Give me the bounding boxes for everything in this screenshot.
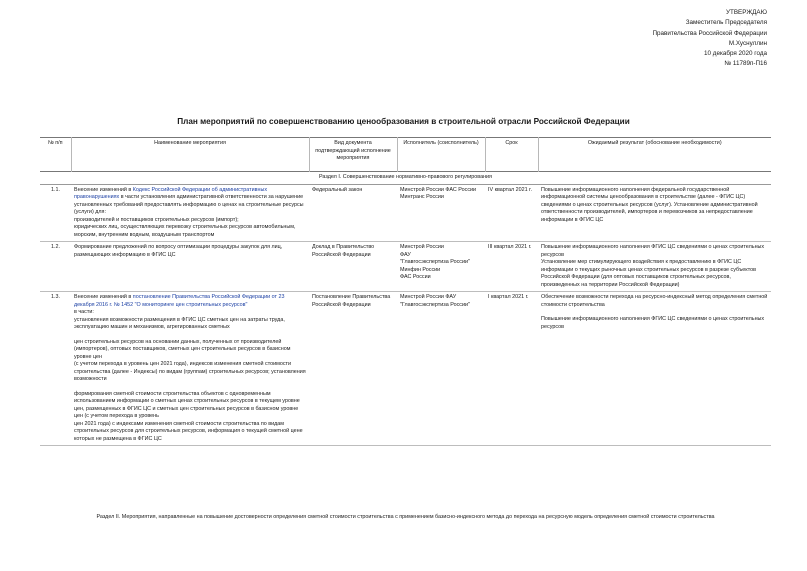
header-result: Ожидаемый результат (обоснование необходимости) [587,140,722,146]
header-num: № п/п [40,138,71,172]
result-text: Повышение информационного наполнения ФГИС ЦС сведениями о ценах строительных ресурсов [541,244,765,258]
resolution-link[interactable]: постановление Правительства Российской Федерации от 23 декабря 2016 г. № 1452 "О мониторинге цен строительных ресурсов" [74,294,285,308]
result-text: Обеспечение возможности перехода на ресурсно-индексный метод определения сметной стоимости строительства [541,294,768,308]
activity-text: установления возможности размещения в ФГИС ЦС сметных цен на затраты труда, эксплуатацию машин и механизмов, агрегированных сметных [74,316,285,330]
row-executor: Минстрой России ФАУ "Главгосэкспертиза России" [397,292,485,446]
row-num: 1.1. [40,184,71,242]
header-executor: Исполнитель (соисполнитель) [397,138,485,172]
row-result: Повышение информационного наполнения федеральной государственной информационной системы ценообразования в строительстве (далее - ФГИС ЦС) сведениями о ценах строительных ресурсов (услуг). Установление административной ответственности производителей, импортеров и перевозчиков за непредоставление информации в ФГИС ЦС [538,184,771,242]
approver-position: Заместитель Председателя [685,19,767,27]
table-row [40,242,771,292]
activity-text: производителей и поставщиков строительных ресурсов (импорт); [74,216,239,223]
executor-line: Минфин России [400,266,441,273]
law-link[interactable]: Кодекс Российской Федерации об административных правонарушениях [74,186,268,200]
row-result [538,242,771,292]
table-header-row [40,138,771,172]
section-row [40,172,771,185]
row-num: 1.2. [40,242,71,292]
row-result [538,292,771,446]
result-text: Установление мер стимулирующего воздействия к предоставлению в ФГИС ЦС информации о текущих рыночных ценах строительных ресурсов в разрезе субъектов Российской Федерации (для оптовых поставщиков строительных ресурсов, произведенных на территории Российской Федерации) [541,259,756,288]
section-2-title: Раздел II. Мероприятия, направленные на повышение достоверности определения сметной стоимости строительства с применением базисно-индексного метода до перехода на ресурсную модель определения сметной стоимости строительства [96,514,715,520]
approval-heading: УТВЕРЖДАЮ [725,9,767,16]
executor-line: ФАС России [400,274,431,280]
row-num: 1.3. [40,292,71,446]
row-doc-type: Федеральный закон [309,184,397,242]
executor-line: ФАУ [400,251,411,258]
approver-name: М.Хуснуллин [728,39,767,47]
row-activity [71,292,309,446]
header-activity: Наименование мероприятия [71,138,309,172]
executor-line: Минстрой России [400,244,444,250]
activity-text: Внесение изменений в [74,186,133,193]
activity-text: Внесение изменений в [74,294,133,300]
document-title: План мероприятий по совершенствованию ценообразования в строительной отрасли Российской Федерации [177,117,630,126]
executor-line: "Главгосэкспертиза России" [400,259,470,265]
row-activity: Формирование предложений по вопросу оптимизации процедуры закупок для лиц, размещающих информацию в ФГИС ЦС [71,242,309,292]
row-doc-type: Постановление Правительства Российской Федерации [309,292,397,446]
approval-number: № 11789п-П16 [724,60,767,68]
approver-organization: Правительства Российской Федерации [652,29,767,37]
activity-text: в части установления административной ответственности за нарушение установленных требований предоставлять информацию о ценах на строительные ресурсы (услуги) для: [74,194,304,215]
activity-text: цен строительных ресурсов на основании данных, полученных от производителей (импортеров), оптовых поставщиков, сметных цен строительных ресурсов в базисном уровне цен [74,338,291,360]
row-deadline: III квартал 2021 г. [485,242,538,292]
activity-text: юридических лиц, осуществляющих перевозку строительных ресурсов автомобильным, морским, внутренним водным, воздушным транспортом [74,224,296,238]
header-doc-type: Вид документа подтверждающий исполнение мероприятия [309,138,397,172]
activity-text: цен 2021 года) с индексами изменения сметной стоимости строительства по видам строительных ресурсов для строительных ресурсов, информация о текущей сметной цене которых не размещена в ФГИС ЦС [74,420,303,442]
row-deadline: IV квартал 2021 г. [485,184,538,242]
activity-text: формирования сметной стоимости строительства объектов с одновременным использованием информации о сметных ценах строительных ресурсов в текущем уровне цен, размещенных в ФГИС ЦС и сметных цен строительных ресурсов в базисном уровне цен (с учетом перехода в уровень [74,390,300,419]
approval-block [653,8,767,70]
activities-table [40,137,771,446]
activity-text: в части: [74,309,94,315]
table-row [40,184,771,242]
section-1-title: Раздел I. Совершенствование нормативно-правового регулирования [40,172,771,185]
row-deadline: I квартал 2021 г. [485,292,538,446]
row-executor: Минстрой России ФАС России Минтранс России [397,184,485,242]
row-doc-type: Доклад в Правительство Российской Федерации [309,242,397,292]
approval-date: 10 декабря 2020 года [704,50,767,58]
header-deadline: Срок [485,138,538,172]
result-text: Повышение информационного наполнения ФГИС ЦС сведениями о ценах строительных ресурсов [541,316,765,330]
activity-text: (с учетом перехода в уровень цен 2021 года), индексов изменения сметной стоимости строительства (далее - Индексы) по видам (группам) строительных ресурсов; установления возможности [74,361,306,382]
row-executor [397,242,485,292]
table-row [40,292,771,446]
row-activity [71,184,309,242]
